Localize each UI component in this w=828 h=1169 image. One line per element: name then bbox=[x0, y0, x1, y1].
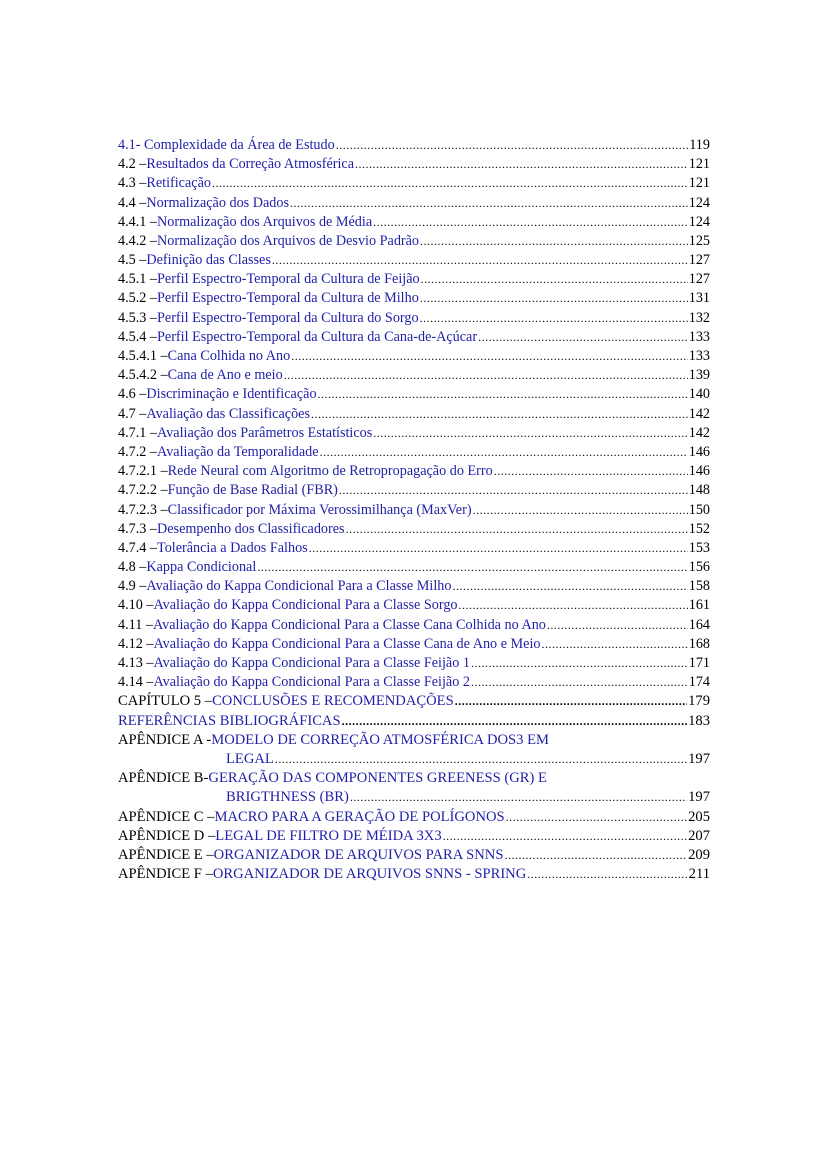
toc-entry-page: 197 bbox=[688, 789, 710, 806]
toc-entry-page: 142 bbox=[688, 424, 710, 441]
toc-entry-title[interactable]: REFERÊNCIAS BIBLIOGRÁFICAS bbox=[118, 712, 341, 729]
toc-entry-page: 148 bbox=[688, 482, 710, 499]
toc-entry-title[interactable]: Cana de Ano e meio bbox=[167, 367, 283, 384]
toc-entry-page: 121 bbox=[688, 175, 710, 192]
toc-entry-number: 4.7.2 – bbox=[118, 443, 158, 460]
toc-leader-dots bbox=[506, 808, 687, 827]
toc-entry[interactable] bbox=[118, 251, 710, 270]
toc-entry-page: 211 bbox=[688, 866, 710, 883]
toc-entry-number: 4.4.2 – bbox=[118, 232, 158, 249]
toc-entry-number: 4.4.1 – bbox=[118, 213, 158, 230]
toc-leader-dots bbox=[212, 174, 688, 193]
toc-entry-number: 4.10 – bbox=[118, 597, 154, 614]
toc-appendix-entry[interactable] bbox=[118, 769, 710, 807]
toc-entry-page: 146 bbox=[688, 463, 710, 480]
toc-entry[interactable] bbox=[118, 309, 710, 328]
toc-entry-title[interactable]: Definição das Classes bbox=[146, 252, 271, 269]
toc-entry-page: 152 bbox=[688, 520, 710, 537]
toc-leader-dots bbox=[547, 616, 688, 635]
toc-entry-page: 153 bbox=[688, 539, 710, 556]
toc-entry-title[interactable]: ORGANIZADOR DE ARQUIVOS PARA SNNS bbox=[213, 846, 504, 863]
toc-entry-number: APÊNDICE F – bbox=[118, 866, 213, 883]
toc-entry-number: 4.2 – bbox=[118, 156, 147, 173]
toc-entry-page: 127 bbox=[688, 252, 710, 269]
toc-leader-dots bbox=[420, 309, 688, 328]
toc-entry-number: 4.5.4 – bbox=[118, 328, 158, 345]
toc-entry-title[interactable]: Kappa Condicional bbox=[146, 559, 257, 576]
toc-entry[interactable] bbox=[118, 366, 710, 385]
toc-entry[interactable] bbox=[118, 539, 710, 558]
toc-entry-title[interactable]: Avaliação dos Parâmetros Estatísticos bbox=[157, 424, 373, 441]
toc-entry[interactable] bbox=[118, 232, 710, 251]
toc-leader-dots bbox=[336, 136, 689, 155]
toc-entry[interactable] bbox=[118, 270, 710, 289]
toc-entry-title[interactable]: Avaliação das Classificações bbox=[146, 405, 310, 422]
toc-entry-title[interactable]: Classificador por Máxima Verossimilhança (MaxVer) bbox=[167, 501, 472, 518]
toc-entry-page: 197 bbox=[688, 751, 710, 768]
toc-entry-page: 131 bbox=[688, 290, 710, 307]
toc-entry-number: 4.12 – bbox=[118, 635, 154, 652]
toc-entry-title[interactable]: 4.1- Complexidade da Área de Estudo bbox=[118, 136, 335, 153]
toc-entry-page: 174 bbox=[688, 674, 710, 691]
toc-entry[interactable] bbox=[118, 827, 710, 846]
toc-entry-title[interactable]: Tolerância a Dados Falhos bbox=[157, 539, 308, 556]
toc-entry[interactable] bbox=[118, 443, 710, 462]
toc-entry-page: 209 bbox=[688, 846, 710, 863]
toc-entry[interactable] bbox=[118, 635, 710, 654]
toc-leader-dots bbox=[320, 443, 688, 462]
toc-entry[interactable] bbox=[118, 405, 710, 424]
toc-leader-dots bbox=[257, 558, 687, 577]
toc-entry-title[interactable]: Retificação bbox=[146, 175, 211, 192]
toc-entry-number: 4.5 – bbox=[118, 252, 147, 269]
toc-entry[interactable] bbox=[118, 194, 710, 213]
toc-entry-title[interactable]: MACRO PARA A GERAÇÃO DE POLÍGONOS bbox=[214, 808, 505, 825]
toc-entry-number: 4.5.1 – bbox=[118, 271, 158, 288]
toc-leader-dots bbox=[373, 424, 687, 443]
toc-entry[interactable] bbox=[118, 865, 710, 884]
toc-entry[interactable] bbox=[118, 424, 710, 443]
toc-entry-title[interactable]: Avaliação do Kappa Condicional Para a Classe Sorgo bbox=[153, 597, 458, 614]
toc-entry-page: 133 bbox=[688, 328, 710, 345]
toc-entry[interactable] bbox=[118, 846, 710, 865]
toc-entry[interactable] bbox=[118, 136, 710, 155]
toc-leader-dots bbox=[284, 366, 688, 385]
toc-leader-dots bbox=[350, 788, 687, 807]
toc-entry-number: 4.3 – bbox=[118, 175, 147, 192]
toc-leader-dots bbox=[309, 539, 688, 558]
toc-entry-number: 4.5.2 – bbox=[118, 290, 158, 307]
toc-entry[interactable] bbox=[118, 558, 710, 577]
toc-entry-title[interactable]: Avaliação do Kappa Condicional Para a Classe Cana de Ano e Meio bbox=[153, 635, 541, 652]
toc-entry[interactable] bbox=[118, 520, 710, 539]
toc-entry-page: 125 bbox=[688, 232, 710, 249]
toc-entry-page: 124 bbox=[688, 213, 710, 230]
toc-entry-title[interactable]: Discriminação e Identificação bbox=[146, 386, 317, 403]
toc-entry-number: 4.7.2.1 – bbox=[118, 463, 168, 480]
toc-entry-number: 4.14 – bbox=[118, 674, 154, 691]
toc-entry-title[interactable]: Avaliação da Temporalidade bbox=[157, 443, 319, 460]
toc-entry-number: CAPÍTULO 5 – bbox=[118, 693, 213, 710]
toc-appendix-label: APÊNDICE A - bbox=[118, 731, 212, 748]
toc-entry-title[interactable]: Resultados da Correção Atmosférica bbox=[146, 156, 354, 173]
toc-appendix-entry[interactable] bbox=[118, 731, 710, 769]
toc-entry[interactable] bbox=[118, 213, 710, 232]
toc-leader-dots bbox=[542, 635, 688, 654]
toc-entry[interactable] bbox=[118, 712, 710, 731]
toc-entry[interactable] bbox=[118, 347, 710, 366]
toc-leader-dots bbox=[275, 750, 687, 769]
toc-leader-dots bbox=[443, 827, 687, 846]
toc-entry-page: 205 bbox=[688, 808, 710, 825]
toc-entry[interactable] bbox=[118, 290, 710, 309]
toc-entry-title[interactable]: Perfil Espectro-Temporal da Cultura de Feijão bbox=[157, 271, 420, 288]
toc-leader-dots bbox=[339, 481, 688, 500]
toc-entry-number: 4.7.4 – bbox=[118, 539, 158, 556]
toc-entry[interactable] bbox=[118, 692, 710, 711]
toc-appendix-line bbox=[118, 750, 710, 769]
toc-leader-dots bbox=[318, 385, 688, 404]
toc-entry-title[interactable]: Perfil Espectro-Temporal da Cultura de Milho bbox=[157, 290, 419, 307]
toc-entry-page: 132 bbox=[688, 309, 710, 326]
toc-appendix-title[interactable]: GERAÇÃO DAS COMPONENTES GREENESS (GR) E bbox=[208, 770, 547, 787]
toc-entry[interactable] bbox=[118, 174, 710, 193]
toc-entry-title[interactable]: Perfil Espectro-Temporal da Cultura da Cana-de-Açúcar bbox=[157, 328, 478, 345]
toc-entry-title[interactable]: Rede Neural com Algoritmo de Retropropagação do Erro bbox=[167, 463, 493, 480]
toc-entry-page: 133 bbox=[688, 348, 710, 365]
toc-entry-page: 168 bbox=[688, 635, 710, 652]
toc-entry-number: 4.4 – bbox=[118, 194, 147, 211]
toc-leader-dots bbox=[342, 712, 688, 731]
toc-appendix-line bbox=[118, 731, 710, 750]
toc-entry-page: 146 bbox=[688, 443, 710, 460]
toc-entry-number: 4.7.2.3 – bbox=[118, 501, 168, 518]
toc-entry-title[interactable]: Normalização dos Arquivos de Média bbox=[157, 213, 373, 230]
toc-entry-number: 4.8 – bbox=[118, 559, 147, 576]
toc-entry-page: 207 bbox=[688, 827, 710, 844]
toc-entry-page: 156 bbox=[688, 559, 710, 576]
toc-entry[interactable] bbox=[118, 673, 710, 692]
toc-entry-title[interactable]: Avaliação do Kappa Condicional Para a Classe Feijão 1 bbox=[153, 655, 470, 672]
toc-leader-dots bbox=[504, 846, 687, 865]
toc-leader-dots bbox=[346, 520, 688, 539]
toc-entry-title[interactable]: Perfil Espectro-Temporal da Cultura do Sorgo bbox=[157, 309, 419, 326]
toc-entry-page: 164 bbox=[688, 616, 710, 633]
toc-leader-dots bbox=[471, 654, 688, 673]
toc-entry-page: 121 bbox=[688, 156, 710, 173]
toc-leader-dots bbox=[290, 194, 688, 213]
toc-entry-title[interactable]: Avaliação do Kappa Condicional Para a Classe Cana Colhida no Ano bbox=[152, 616, 546, 633]
toc-appendix-line bbox=[118, 788, 710, 807]
toc-entry-page: 150 bbox=[688, 501, 710, 518]
toc-entry-number: APÊNDICE D – bbox=[118, 827, 216, 844]
toc-entry-page: 171 bbox=[688, 655, 710, 672]
toc-entry[interactable] bbox=[118, 328, 710, 347]
toc-leader-dots bbox=[494, 462, 688, 481]
toc-entry[interactable] bbox=[118, 385, 710, 404]
toc-entry-title[interactable]: ORGANIZADOR DE ARQUIVOS SNNS - SPRING bbox=[212, 866, 527, 883]
toc-entry-page: 139 bbox=[688, 367, 710, 384]
toc-appendix-line bbox=[118, 769, 710, 788]
toc-leader-dots bbox=[420, 232, 688, 251]
toc-entry-page: 161 bbox=[688, 597, 710, 614]
toc-entry-page: 179 bbox=[688, 693, 710, 710]
toc-leader-dots bbox=[527, 865, 687, 884]
toc-leader-dots bbox=[355, 155, 688, 174]
toc-leader-dots bbox=[478, 328, 688, 347]
toc-entry[interactable] bbox=[118, 155, 710, 174]
toc-leader-dots bbox=[459, 596, 688, 615]
toc-entry-page: 142 bbox=[688, 405, 710, 422]
toc-appendix-label: APÊNDICE B- bbox=[118, 770, 209, 787]
toc-entry-page: 183 bbox=[688, 712, 710, 729]
toc-appendix-title-cont[interactable]: BRIGTHNESS (BR) bbox=[226, 789, 349, 806]
toc-leader-dots bbox=[471, 673, 688, 692]
toc-entry[interactable] bbox=[118, 616, 710, 635]
toc-entry[interactable] bbox=[118, 597, 710, 616]
toc-entry[interactable] bbox=[118, 577, 710, 596]
toc-entry-page: 124 bbox=[688, 194, 710, 211]
toc-entry-title[interactable]: Normalização dos Dados bbox=[146, 194, 289, 211]
toc-appendix-title-cont[interactable]: LEGAL bbox=[226, 751, 274, 768]
toc-leader-dots bbox=[455, 692, 687, 711]
toc-leader-dots bbox=[373, 213, 688, 232]
toc-entry[interactable] bbox=[118, 654, 710, 673]
toc-leader-dots bbox=[420, 289, 688, 308]
toc-leader-dots bbox=[272, 251, 688, 270]
toc-leader-dots bbox=[421, 270, 688, 289]
toc-entry-title[interactable]: Normalização dos Arquivos de Desvio Padrão bbox=[157, 232, 420, 249]
toc-entry[interactable] bbox=[118, 481, 710, 500]
toc-entry-number: 4.9 – bbox=[118, 578, 147, 595]
toc-appendix-title[interactable]: MODELO DE CORREÇÃO ATMOSFÉRICA DOS3 EM bbox=[211, 731, 549, 748]
toc-entry-title[interactable]: CONCLUSÕES E RECOMENDAÇÕES bbox=[212, 693, 454, 710]
toc-entry-title[interactable]: Cana Colhida no Ano bbox=[167, 348, 291, 365]
toc-entry-number: 4.5.4.2 – bbox=[118, 367, 168, 384]
toc-entry-page: 140 bbox=[688, 386, 710, 403]
toc-entry-title[interactable]: Função de Base Radial (FBR) bbox=[167, 482, 338, 499]
toc-entry-number: APÊNDICE C – bbox=[118, 808, 215, 825]
toc-entry-number: 4.13 – bbox=[118, 655, 154, 672]
toc-entry[interactable] bbox=[118, 808, 710, 827]
toc-entry-number: 4.6 – bbox=[118, 386, 147, 403]
toc-entry[interactable] bbox=[118, 462, 710, 481]
toc-entry-page: 119 bbox=[689, 136, 710, 153]
toc-entry-page: 127 bbox=[688, 271, 710, 288]
toc-leader-dots bbox=[291, 347, 688, 366]
toc-entry-number: 4.11 – bbox=[118, 616, 153, 633]
toc-entry-number: 4.7.2.2 – bbox=[118, 482, 168, 499]
toc-entry-number: APÊNDICE E – bbox=[118, 846, 214, 863]
table-of-contents bbox=[118, 136, 710, 884]
toc-entry-number: 4.7.3 – bbox=[118, 520, 158, 537]
toc-entry-number: 4.5.3 – bbox=[118, 309, 158, 326]
toc-entry-title[interactable]: LEGAL DE FILTRO DE MÉIDA 3X3 bbox=[215, 827, 442, 844]
toc-entry-title[interactable]: Avaliação do Kappa Condicional Para a Classe Feijão 2 bbox=[153, 674, 470, 691]
toc-entry[interactable] bbox=[118, 501, 710, 520]
toc-entry-title[interactable]: Desempenho dos Classificadores bbox=[157, 520, 345, 537]
toc-entry-page: 158 bbox=[688, 578, 710, 595]
toc-entry-number: 4.7 – bbox=[118, 405, 147, 422]
toc-leader-dots bbox=[311, 405, 688, 424]
toc-entry-number: 4.7.1 – bbox=[118, 424, 158, 441]
toc-leader-dots bbox=[473, 501, 688, 520]
toc-entry-title[interactable]: Avaliação do Kappa Condicional Para a Classe Milho bbox=[146, 578, 452, 595]
toc-leader-dots bbox=[452, 577, 687, 596]
toc-entry-number: 4.5.4.1 – bbox=[118, 348, 168, 365]
